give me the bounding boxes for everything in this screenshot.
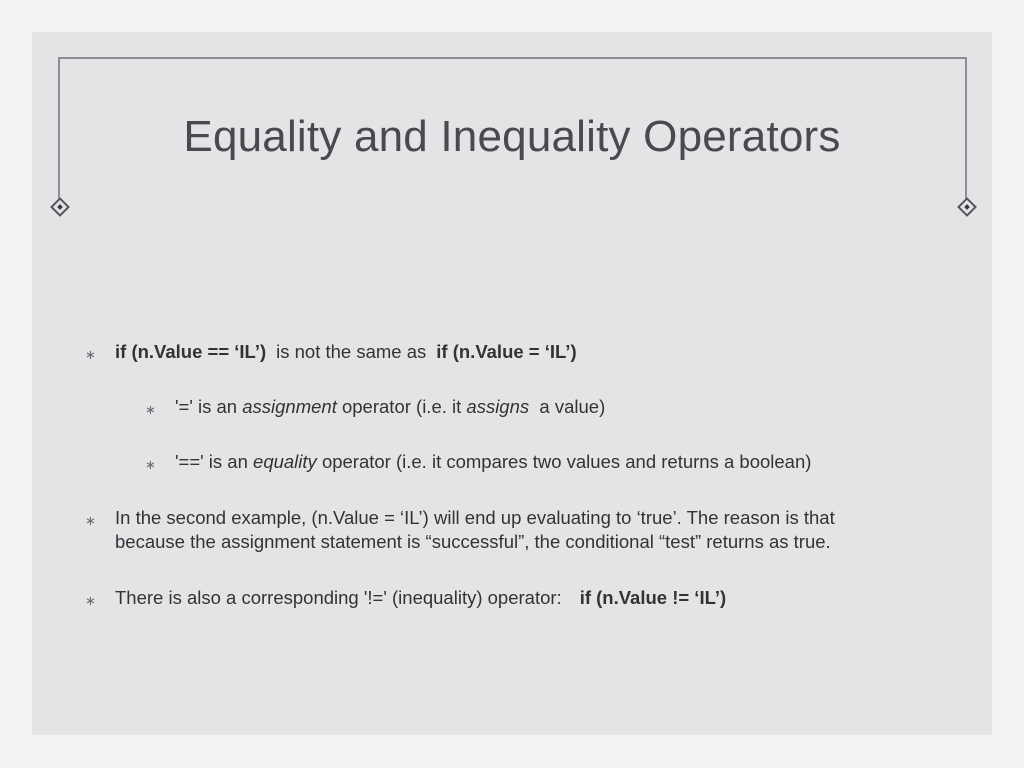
bullet-star-icon: ∗ [145,402,156,417]
slide-body [32,32,992,735]
text-segment: a value) [539,396,606,417]
text-segment: '=' is an [175,396,238,417]
bullet-star-icon: ∗ [145,457,156,472]
bullet-star-icon: ∗ [85,513,96,528]
text-segment: '==' is an [175,451,248,472]
text-segment: operator (i.e. it compares two values and returns a boolean) [321,451,812,472]
emphasis-text: assignment [242,396,337,417]
emphasis-text: equality [253,451,317,472]
slide [32,32,992,735]
sub-bullet-text [175,450,811,474]
code-condition-equality: if (n.Value == ‘IL’) [115,341,267,362]
bullet-text-line-2: because the assignment statement is “successful”, the conditional “test” returns as true. [115,531,831,552]
code-condition-assignment: if (n.Value = ‘IL’) [436,341,577,362]
bullet-text-plain: is not the same as [276,341,427,362]
text-segment: operator (i.e. it [341,396,462,417]
emphasis-text: assigns [466,396,530,417]
bullet-text [115,340,577,364]
slide-title: Equality and Inequality Operators [183,112,841,161]
text-segment: There is also a corresponding '!=' (inequality) operator: [115,587,562,608]
bullet-text-line-1: In the second example, (n.Value = ‘IL’) will end up evaluating to ‘true’. The reason is that [115,507,835,528]
bullet-star-icon: ∗ [85,593,96,608]
bullet-star-icon: ∗ [85,347,96,362]
code-condition-inequality: if (n.Value != ‘IL’) [579,587,727,608]
sub-bullet-text [175,395,605,419]
bullet-text [115,586,726,610]
